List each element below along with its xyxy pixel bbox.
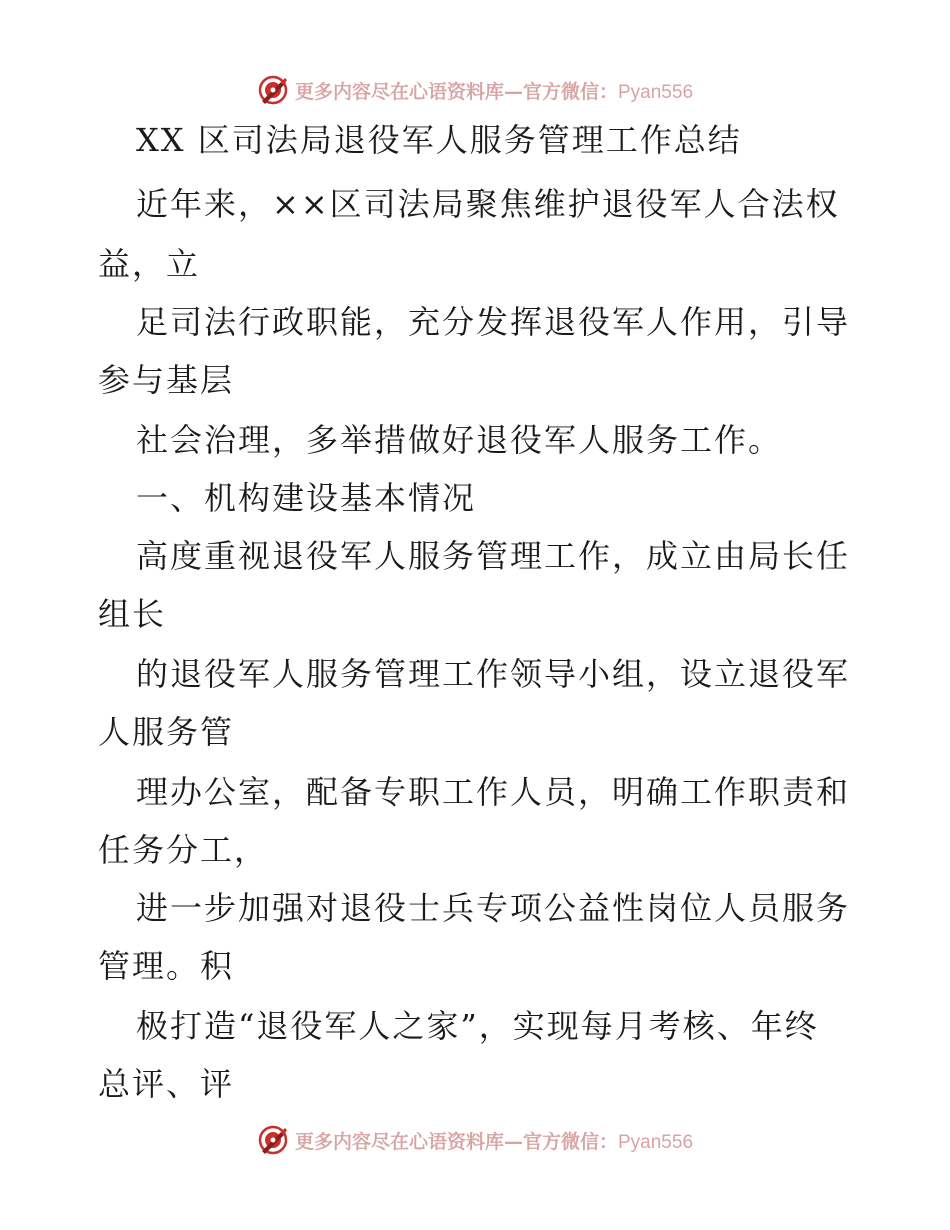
section-heading: 一、机构建设基本情况 (136, 479, 477, 517)
paragraph-line: 极打造“退役军人之家”，实现每月考核、年终 (136, 1007, 819, 1045)
watermark-group (257, 74, 693, 106)
paragraph-line: 益，立 (98, 245, 201, 283)
paragraph-line: 管理。积 (98, 947, 235, 985)
watermark-wechat: Pyan556 (618, 1131, 694, 1153)
paragraph-line: 足司法行政职能，充分发挥退役军人作用，引导 (136, 303, 851, 341)
pen-logo-icon (257, 1124, 289, 1156)
paragraph-line: 理办公室，配备专职工作人员，明确工作职责和 (136, 773, 851, 811)
paragraph-line: 近年来，××区司法局聚焦维护退役军人合法权 (136, 185, 840, 223)
paragraph-line: 总评、评 (98, 1065, 235, 1103)
paragraph-line: 的退役军人服务管理工作领导小组，设立退役军 (136, 655, 851, 693)
watermark-wechat: Pyan556 (618, 81, 694, 103)
paragraph-line: 组长 (98, 595, 167, 633)
watermark-text (295, 1127, 693, 1154)
watermark-label: 更多内容尽在心语资料库—官方微信： (294, 1130, 618, 1153)
paragraph-line: 任务分工， (98, 831, 269, 869)
paragraph-line: 人服务管 (98, 713, 235, 751)
footer-watermark (0, 1120, 950, 1160)
paragraph-line: 进一步加强对退役士兵专项公益性岗位人员服务 (136, 889, 851, 927)
paragraph-line: 参与基层 (98, 361, 235, 399)
paragraph-line: 高度重视退役军人服务管理工作，成立由局长任 (136, 537, 851, 575)
watermark-label: 更多内容尽在心语资料库—官方微信： (294, 80, 618, 103)
header-watermark (0, 70, 950, 110)
watermark-text (295, 77, 693, 104)
document-title: XX 区司法局退役军人服务管理工作总结 (136, 121, 742, 159)
watermark-group (257, 1124, 693, 1156)
paragraph-line: 社会治理，多举措做好退役军人服务工作。 (136, 421, 783, 459)
pen-logo-icon (257, 74, 289, 106)
